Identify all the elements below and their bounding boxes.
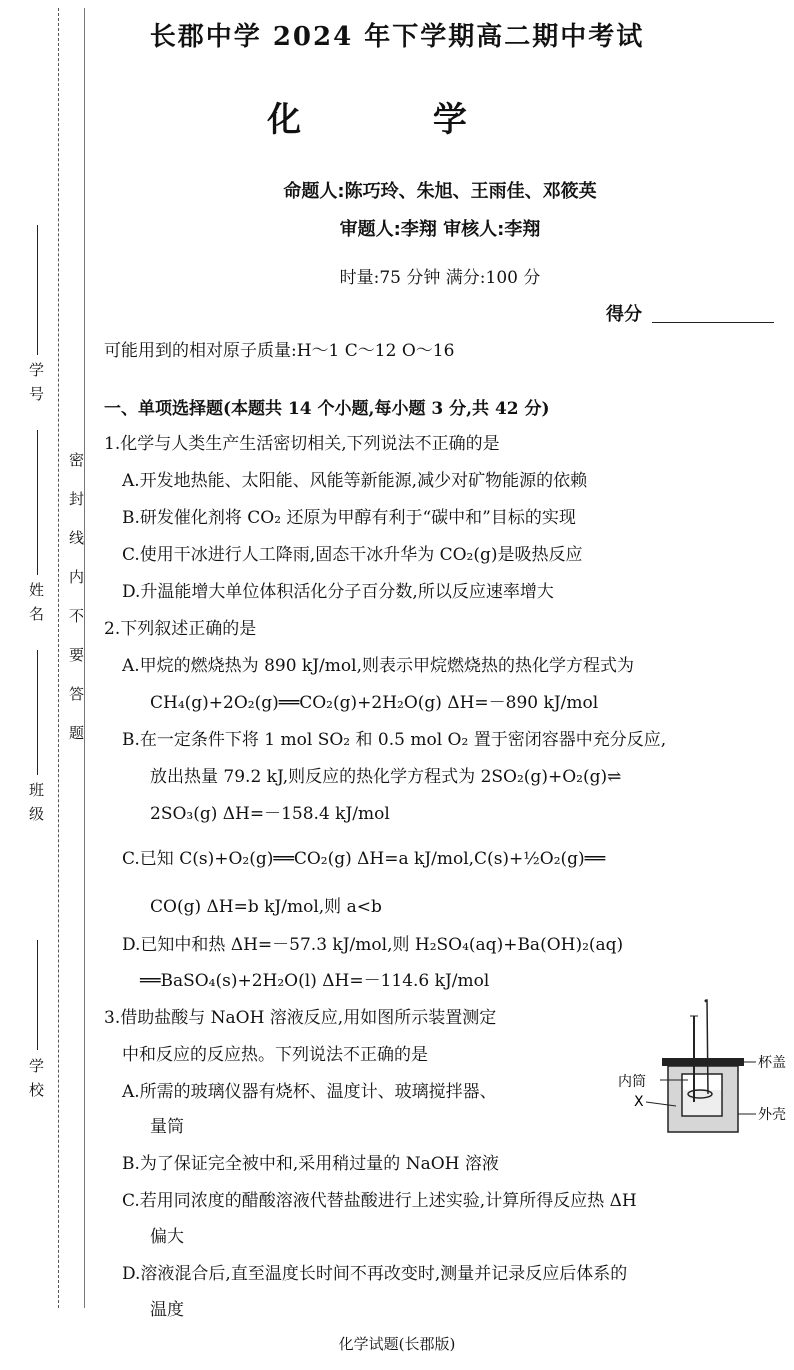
label-x: X [634, 1094, 644, 1110]
label-lid: 杯盖 [758, 1055, 786, 1071]
class-blank [37, 650, 38, 775]
student-id-label: 学 号 [27, 362, 45, 403]
q2-option-b-line3: 2SO₃(g) ΔH=－158.4 kJ/mol [150, 804, 390, 824]
class-label: 班 级 [27, 782, 45, 823]
lid [662, 1058, 744, 1066]
question-setters: 命题人:陈巧玲、朱旭、王雨佳、邓筱英 [283, 181, 597, 202]
atomic-masses: 可能用到的相对原子质量:H～1 C～12 O～16 [104, 341, 455, 361]
q1-option-a: A.开发地热能、太阳能、风能等新能源,减少对矿物能源的依赖 [122, 471, 588, 491]
q2-option-a-line2: CH₄(g)+2O₂(g)══CO₂(g)+2H₂O(g) ΔH=－890 kJ/mol [150, 693, 599, 713]
q2-option-b-line2: 放出热量 79.2 kJ,则反应的热化学方程式为 2SO₂(g)+O₂(g)⇌ [150, 767, 622, 787]
q3-option-a-line1: A.所需的玻璃仪器有烧杯、温度计、玻璃搅拌器、 [122, 1082, 497, 1102]
q2-stem: 2.下列叙述正确的是 [104, 619, 257, 639]
school-blank [37, 940, 38, 1050]
student-id-blank [37, 225, 38, 355]
q3-option-c-line1: C.若用同浓度的醋酸溶液代替盐酸进行上述实验,计算所得反应热 ΔH [122, 1191, 637, 1211]
q1-option-b: B.研发催化剂将 CO₂ 还原为甲醇有利于“碳中和”目标的实现 [122, 508, 576, 528]
q3-option-a-line2: 量筒 [150, 1117, 184, 1137]
label-inner-cup: 内筒 [618, 1074, 646, 1090]
name-blank [37, 430, 38, 575]
score-label: 得分 [606, 304, 642, 325]
calorimeter-figure [616, 998, 794, 1138]
binding-dashed-line [58, 8, 59, 1308]
time-and-score: 时量:75 分钟 满分:100 分 [339, 268, 541, 288]
subject-title: 化 学 [267, 100, 527, 140]
section-heading: 一、单项选择题(本题共 14 个小题,每小题 3 分,共 42 分) [104, 399, 550, 419]
reviewers: 审题人:李翔 审核人:李翔 [339, 219, 541, 240]
q2-option-d-line2: ══BaSO₄(s)+2H₂O(l) ΔH=－114.6 kJ/mol [140, 971, 490, 991]
q2-option-c-line1: C.已知 C(s)+O₂(g)══CO₂(g) ΔH=a kJ/mol,C(s)+½O₂(g)══ [122, 849, 606, 869]
school-label: 学 校 [27, 1058, 45, 1099]
q2-option-d-line1: D.已知中和热 ΔH=－57.3 kJ/mol,则 H₂SO₄(aq)+Ba(OH)₂(aq) [122, 935, 624, 955]
q2-option-b-line1: B.在一定条件下将 1 mol SO₂ 和 0.5 mol O₂ 置于密闭容器中充分反应, [122, 730, 667, 750]
q3-stem-line1: 3.借助盐酸与 NaOH 溶液反应,用如图所示装置测定 [104, 1008, 497, 1028]
exam-title: 长郡中学 2024 年下学期高二期中考试 [149, 22, 645, 52]
q2-option-c-line2: CO(g) ΔH=b kJ/mol,则 a<b [150, 897, 382, 917]
q1-option-c: C.使用干冰进行人工降雨,固态干冰升华为 CO₂(g)是吸热反应 [122, 545, 583, 565]
q3-option-d-line1: D.溶液混合后,直至温度长时间不再改变时,测量并记录反应后体系的 [122, 1264, 628, 1284]
footer: 化学试题(长郡版) [338, 1335, 456, 1353]
q3-option-c-line2: 偏大 [150, 1227, 184, 1247]
q3-option-d-line2: 温度 [150, 1300, 184, 1320]
seal-notice: 密封线内不要答题 [67, 452, 85, 764]
q1-option-d: D.升温能增大单位体积活化分子百分数,所以反应速率增大 [122, 582, 554, 602]
score-blank[interactable] [652, 322, 774, 323]
name-label: 姓 名 [27, 582, 45, 623]
label-outer-shell: 外壳 [758, 1107, 786, 1123]
q3-stem-line2: 中和反应的反应热。下列说法不正确的是 [122, 1045, 428, 1065]
q2-option-a-line1: A.甲烷的燃烧热为 890 kJ/mol,则表示甲烷燃烧热的热化学方程式为 [122, 656, 634, 676]
q3-option-b: B.为了保证完全被中和,采用稍过量的 NaOH 溶液 [122, 1154, 499, 1174]
q1-stem: 1.化学与人类生产生活密切相关,下列说法不正确的是 [104, 434, 500, 454]
